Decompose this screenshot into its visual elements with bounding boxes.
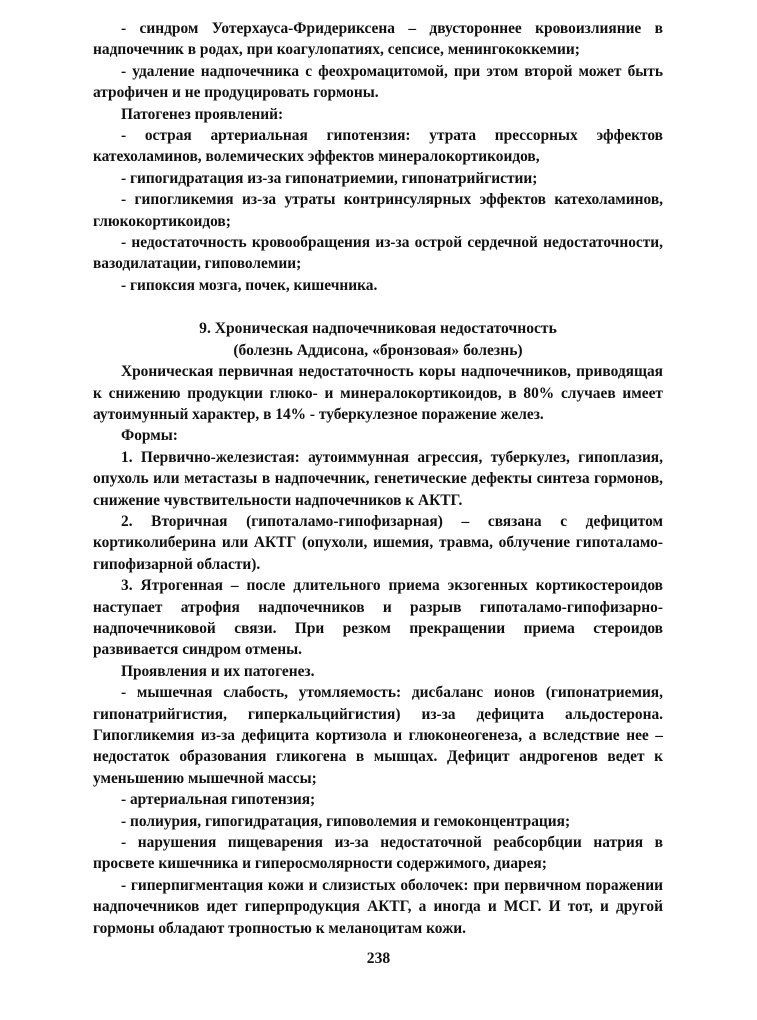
section-title: 9. Хроническая надпочечниковая недостаточность: [199, 320, 557, 338]
paragraph: - полиурия, гипогидратация, гиповолемия и гемоконцентрация;: [121, 812, 571, 830]
paragraph: - мышечная слабость, утомляемость: дисбаланс ионов (гипонатриемия, гипонатрийгистия, гиперкальцийгистия) из-за дефицита альдостерона. Гипогликемия из-за дефицита кортизола и глюконеогенеза, а вследствие нее – недостаток образования гликогена в мышцах. Дефицит андрогенов ведет к уменьшению мышечной массы;: [93, 684, 663, 787]
paragraph: - удаление надпочечника с феохромацитомой, при этом второй может быть атрофичен и не продуцировать гормоны.: [93, 62, 663, 102]
paragraph: Патогенез проявлений:: [121, 105, 284, 123]
paragraph: - гипогидратация из-за гипонатриемии, гипонатрийгистии;: [121, 169, 538, 187]
paragraph: - синдром Уотерхауса-Фридериксена – двустороннее кровоизлияние в надпочечник в родах, при коагулопатиях, сепсисе, менингококкемии;: [93, 20, 663, 59]
section-subtitle: (болезнь Аддисона, «бронзовая» болезнь): [233, 341, 523, 359]
paragraph: - недостаточность кровообращения из-за острой сердечной недостаточности, вазодилатации, гиповолемии;: [93, 234, 663, 273]
paragraph: 2. Вторичная (гипоталамо-гипофизарная) – связана с дефицитом кортиколиберина или АКТГ (опухоли, ишемия, травма, облучение гипоталамо-гипофизарной области).: [93, 512, 663, 573]
paragraph: - острая артериальная гипотензия: утрата прессорных эффектов катехоламинов, волемических эффектов минералокортикоидов,: [93, 127, 663, 166]
section-heading: [93, 318, 663, 361]
paragraph: Формы:: [121, 427, 178, 445]
paragraph: 1. Первично-железистая: аутоиммунная агрессия, туберкулез, гипоплазия, опухоль или метастазы в надпочечник, генетические дефекты синтеза гормонов, снижение чувствительности надпочечников к АКТГ.: [93, 448, 663, 509]
paragraph: 3. Ятрогенная – после длительного приема экзогенных кортикостероидов наступает атрофия надпочечников и разрыв гипоталамо-гипофизарно-надпочечниковой связи. При резком прекращении приема стероидов развивается синдром отмены.: [93, 577, 663, 659]
page-content: [93, 18, 663, 939]
paragraph: - гипоксия мозга, почек, кишечника.: [121, 276, 378, 294]
paragraph: - гипогликемия из-за утраты контринсулярных эффектов катехоламинов, глюкокортикоидов;: [93, 191, 663, 230]
paragraph: - артериальная гипотензия;: [121, 791, 316, 809]
paragraph: - гиперпигментация кожи и слизистых оболочек: при первичном поражении надпочечников идет гиперпродукция АКТГ, а иногда и МСГ. И тот, и другой гормоны обладают тропностью к меланоцитам кожи.: [93, 876, 663, 937]
paragraph: Хроническая первичная недостаточность коры надпочечников, приводящая к снижению продукции глюко- и минералокортикоидов, в 80% случаев имеет аутоимунный характер, в 14% - туберкулезное поражение желез.: [93, 363, 663, 423]
paragraph: Проявления и их патогенез.: [121, 662, 315, 680]
paragraph: - нарушения пищеварения из-за недостаточной реабсорбции натрия в просвете кишечника и гиперосмолярности содержимого, диарея;: [93, 834, 663, 873]
page-number: 238: [366, 950, 391, 967]
